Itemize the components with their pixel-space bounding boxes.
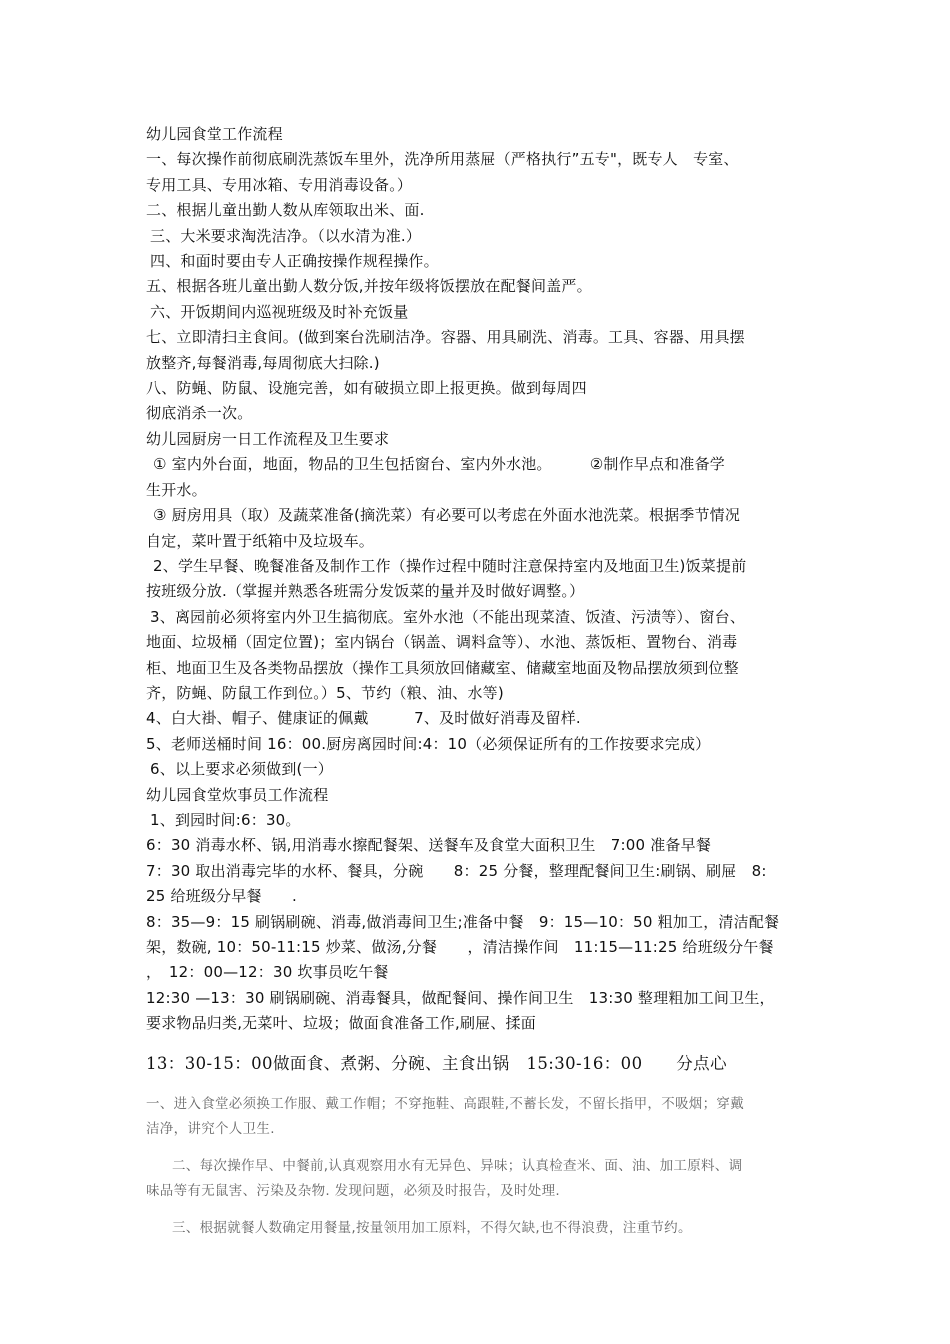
document-body	[146, 122, 826, 1253]
text-line: 5、老师送桶时间 16：00.厨房离园时间:4：10（必须保证所有的工作按要求完成）	[146, 734, 711, 753]
text-line: 2、学生早餐、晚餐准备及制作工作（操作过程中随时注意保持室内及地面卫生)饭菜提前	[153, 556, 747, 575]
text-line: 7：30 取出消毒完毕的水杯、餐具，分碗 8：25 分餐，整理配餐间卫生:刷锅、刷屉 8:	[146, 861, 767, 880]
rule-line: 二、每次操作早、中餐前,认真观察用水有无异色、异味；认真检查米、面、油、加工原料、调	[172, 1157, 743, 1174]
text-line: 1、到园时间:6：30。	[150, 810, 301, 829]
text-line: 八、防蝇、防鼠、设施完善，如有破损立即上报更换。做到每周四	[146, 379, 587, 398]
text-line: 五、根据各班儿童出勤人数分饭,并按年级将饭摆放在配餐间盖严。	[146, 277, 592, 296]
text-line: 按班级分放.（掌握并熟悉各班需分发饭菜的量并及时做好调整。）	[146, 582, 585, 601]
text-line: 专用工具、专用冰箱、专用消毒设备。）	[146, 175, 413, 194]
text-line: 12:30 —13：30 刷锅刷碗、消毒餐具，做配餐间、操作间卫生 13:30 整理粗加工间卫生，	[146, 988, 775, 1007]
rule-line: 味品等有无鼠害、污染及杂物. 发现问题，必须及时报告，及时处理.	[146, 1182, 560, 1199]
section-title: 幼儿园食堂炊事员工作流程	[146, 785, 329, 804]
rule-paragraph	[146, 1154, 826, 1204]
text-line: 二、根据儿童出勤人数从库领取出米、面.	[146, 201, 425, 220]
rule-line: 洁净，讲究个人卫生.	[146, 1120, 275, 1137]
rule-line: 三、根据就餐人数确定用餐量,按量领用加工原料，不得欠缺,也不得浪费，注重节约。	[172, 1219, 692, 1236]
text-line: 地面、垃圾桶（固定位置)；室内锅台（锅盖、调料盒等）、水池、蒸饭柜、置物台、消毒	[146, 633, 738, 652]
schedule-line-large: 13：30-15：00做面食、煮粥、分碗、主食出锅 15:30-16：00 分点心	[146, 1053, 727, 1073]
text-line: 4、白大褂、帽子、健康证的佩戴 7、及时做好消毒及留样.	[146, 709, 581, 728]
text-line: ① 室内外台面，地面，物品的卫生包括窗台、室内外水池。 ②制作早点和准备学	[153, 455, 725, 474]
rule-paragraph	[146, 1092, 826, 1142]
text-line: 放整齐,每餐消毒,每周彻底大扫除.)	[146, 353, 380, 372]
text-line: 四、和面时要由专人正确按操作规程操作。	[150, 252, 439, 271]
text-line: 齐，防蝇、防鼠工作到位。）5、节约（粮、油、水等)	[146, 683, 504, 702]
section-title: 幼儿园食堂工作流程	[146, 125, 283, 143]
text-line: 8：35—9：15 刷锅刷碗、消毒,做消毒间卫生;准备中餐 9：15—10：50 粗加工，清洁配餐	[146, 912, 780, 931]
text-line: 要求物品归类,无菜叶、垃圾；做面食准备工作,刷屉、揉面	[146, 1014, 536, 1033]
text-line: 架，数碗, 10：50-11:15 炒菜、做汤,分餐 ，清洁操作间 11:15—11:25 给班级分午餐	[146, 938, 774, 956]
text-line: 自定，菜叶置于纸箱中及垃圾车。	[146, 531, 375, 550]
text-line: 六、开饭期间内巡视班级及时补充饭量	[150, 302, 409, 321]
text-line: 彻底消杀一次。	[146, 404, 253, 423]
text-line: ， 12：00—12：30 坎事员吃午餐	[146, 963, 389, 982]
text-line: 柜、地面卫生及各类物品摆放（操作工具须放回储藏室、储藏室地面及物品摆放须到位整	[146, 658, 739, 677]
section-title: 幼儿园厨房一日工作流程及卫生要求	[146, 429, 390, 448]
rule-line: 一、进入食堂必须换工作服、戴工作帽；不穿拖鞋、高跟鞋,不蓄长发，不留长指甲，不吸烟；穿戴	[146, 1095, 744, 1112]
text-line: 三、大米要求淘洗洁净。（以水清为准.）	[150, 226, 422, 245]
rule-paragraph	[146, 1216, 826, 1241]
text-line: 七、立即清扫主食间。(做到案台洗刷洁净。容器、用具刷洗、消毒。工具、容器、用具摆	[146, 328, 745, 347]
text-line: 生开水。	[146, 480, 207, 499]
text-line: 25 给班级分早餐 .	[146, 887, 298, 906]
text-line: 3、离园前必须将室内外卫生搞彻底。室外水池（不能出现菜渣、饭渣、污渍等）、窗台、	[150, 607, 746, 626]
text-line: 6、以上要求必须做到(一）	[150, 760, 333, 779]
hygiene-rules	[146, 1092, 826, 1241]
text-line: ③ 厨房用具（取）及蔬菜准备(摘洗菜）有必要可以考虑在外面水池洗菜。根据季节情况	[153, 506, 741, 525]
text-line: 一、每次操作前彻底刷洗蒸饭车里外，洗净所用蒸屉（严格执行”五专"，既专人 专室、	[146, 150, 739, 169]
text-line: 6：30 消毒水杯、锅,用消毒水擦配餐架、送餐车及食堂大面积卫生 7:00 准备早餐	[146, 836, 712, 855]
